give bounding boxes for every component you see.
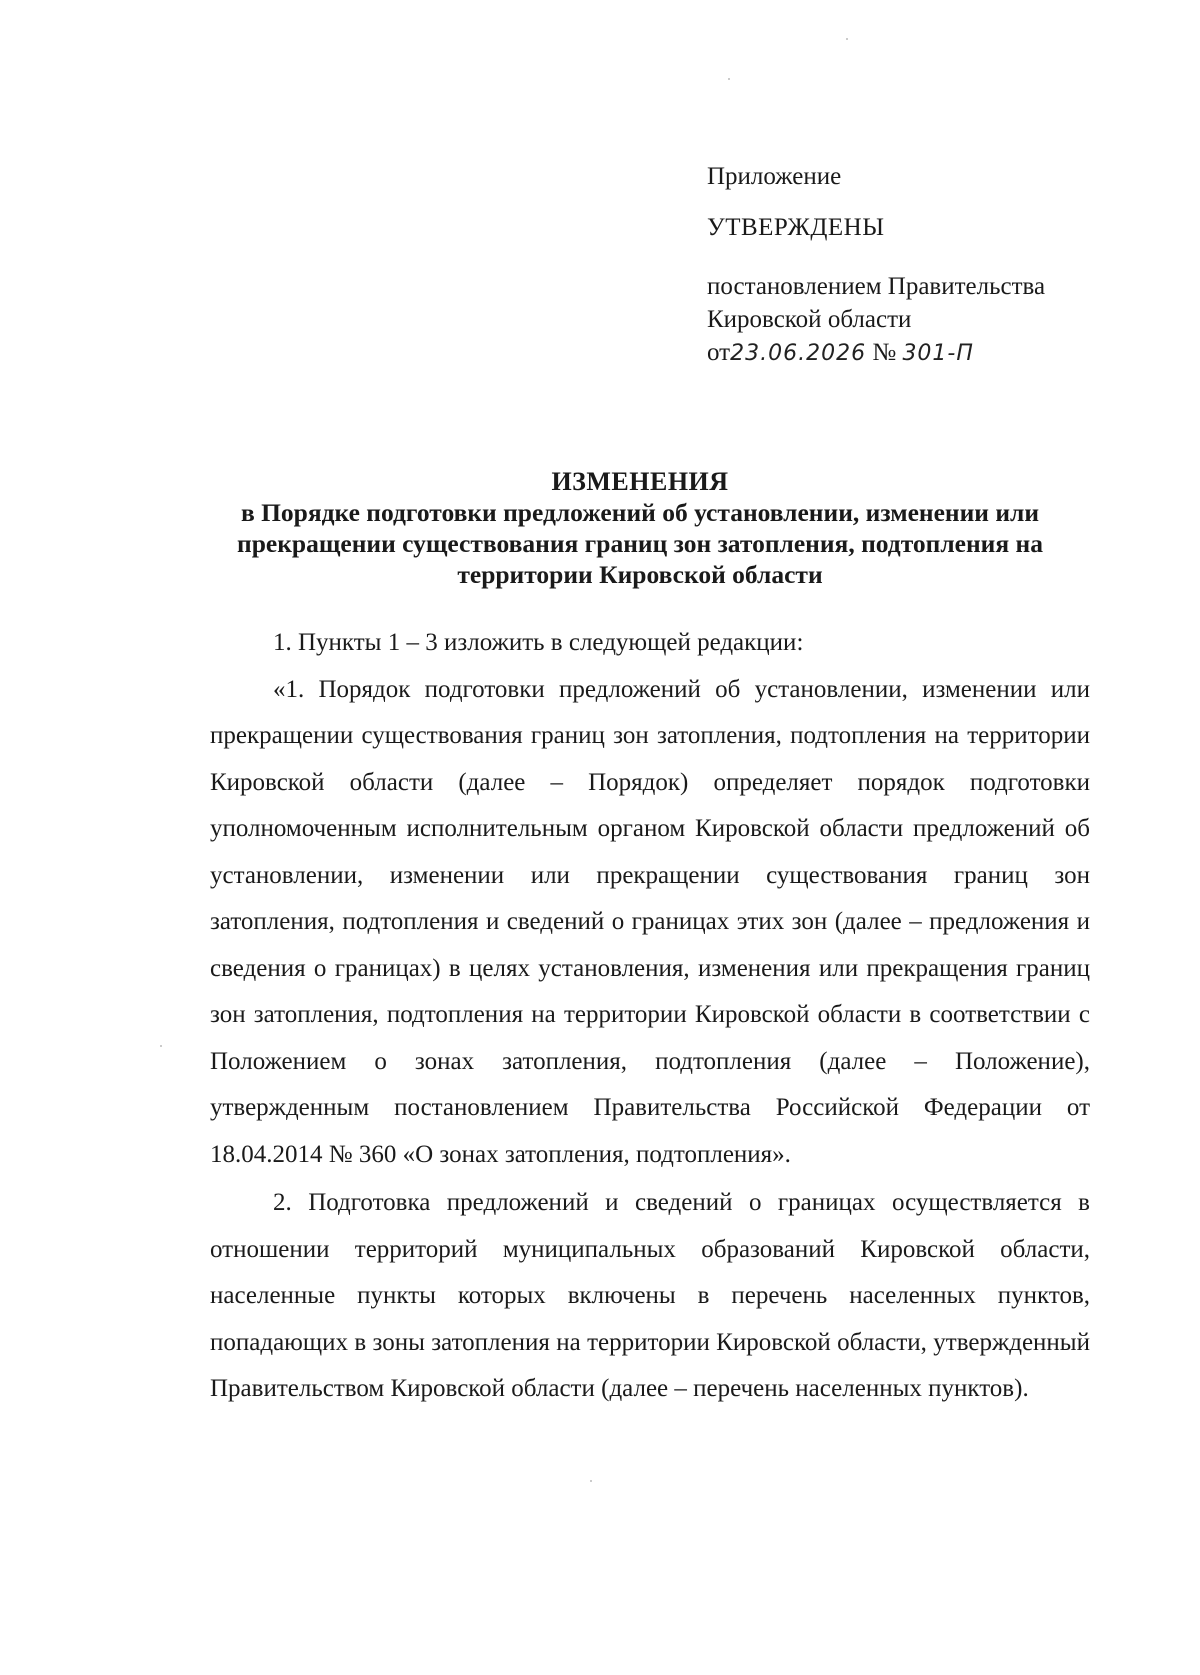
appendix-label: Приложение bbox=[707, 163, 842, 190]
approved-label: УТВЕРЖДЕНЫ bbox=[707, 214, 885, 241]
decree-line-1: постановлением Правительства bbox=[707, 273, 1046, 300]
document-subtitle: в Порядке подготовки предложений об установлении, изменении или прекращении существования границ зон затопления, подтопления на территории Кировской области bbox=[237, 498, 1043, 589]
paragraph-1: «1. Порядок подготовки предложений об установлении, изменении или прекращении существования границ зон затопления, подтопления на территории Кировской области (далее – Порядок) определяет порядок подготовки уполномоченным исполнительным органом Кировской области предложений об установлении, изменении или прекращении существования границ зон затопления, подтопления и сведений о границах этих зон (далее – предложения и сведения о границах) в целях установления, изменения или прекращения границ зон затопления, подтопления на территории Кировской области в соответствии с Положением о зонах затопления, подтопления (далее – Положение), утвержденным постановлением Правительства Российской Федерации от 18.04.2014 № 360 «О зонах затопления, подтопления». bbox=[210, 675, 1090, 1168]
intro-paragraph: 1. Пункты 1 – 3 изложить в следующей редакции: bbox=[273, 629, 804, 656]
handwritten-number: 301-П bbox=[902, 341, 974, 366]
scan-speck bbox=[590, 1480, 592, 1482]
scan-speck bbox=[846, 38, 848, 40]
date-prefix: от bbox=[707, 339, 731, 366]
document-title-block bbox=[190, 466, 1090, 590]
decree-line-2: Кировской области bbox=[707, 306, 912, 333]
scan-speck bbox=[728, 78, 730, 80]
decree-date-number bbox=[707, 336, 1127, 370]
number-prefix: № bbox=[872, 339, 897, 366]
document-heading: ИЗМЕНЕНИЯ bbox=[551, 467, 729, 496]
paragraph-2: 2. Подготовка предложений и сведений о границах осуществляется в отношении территорий муниципальных образований Кировской области, населенные пункты которых включены в перечень населенных пунктов, попадающих в зоны затопления на территории Кировской области, утвержденный Правительством Кировской области (далее – перечень населенных пунктов). bbox=[210, 1189, 1090, 1402]
scan-speck bbox=[160, 1045, 162, 1047]
handwritten-date: 23.06.2026 bbox=[730, 341, 867, 366]
approval-block bbox=[707, 160, 1127, 370]
document-body bbox=[210, 620, 1090, 1413]
